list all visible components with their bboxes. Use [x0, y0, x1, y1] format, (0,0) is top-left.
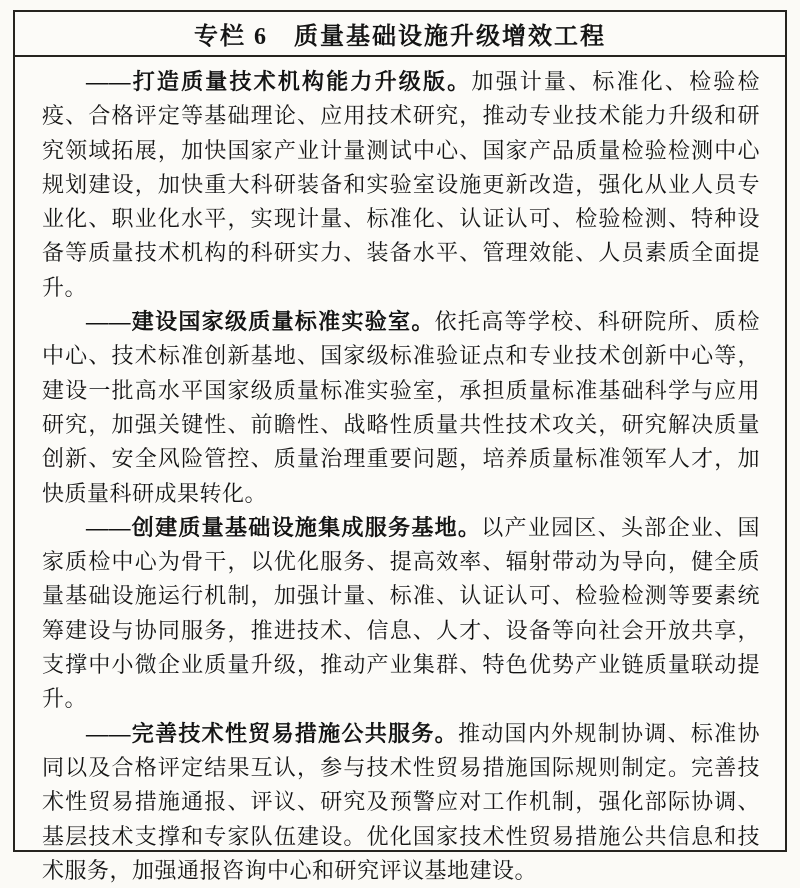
paragraph-2-text: 依托高等学校、科研院所、质检中心、技术标准创新基地、国家级标准验证点和专业技术创新中心等，建设一批高水平国家级质量标准实验室，承担质量标准基础科学与应用研究，加强关键性、前瞻性、战略性质量共性技术攻关，研究解决质量创新、安全风险管控、质量治理重要问题，培养质量标准领军人才，加快质量科研成果转化。: [42, 309, 760, 506]
paragraph-3-lead: ——创建质量基础设施集成服务基地。: [86, 514, 482, 540]
paragraph-1-text: 加强计量、标准化、检验检疫、合格评定等基础理论、应用技术研究，推动专业技术能力升级和研究领域拓展，加快国家产业计量测试中心、国家产品质量检验检测中心规划建设，加快重大科研装备和实验室设施更新改造，强化从业人员专业化、职业化水平，实现计量、标准化、认证认可、检验检测、特种设备等质量技术机构的科研实力、装备水平、管理效能、人员素质全面提升。: [42, 69, 760, 300]
paragraph-4-lead: ——完善技术性贸易措施公共服务。: [86, 720, 458, 746]
panel-title: 专栏 6 质量基础设施升级增效工程: [194, 24, 606, 50]
panel-frame: [13, 10, 787, 883]
paragraph-3-text: 以产业园区、头部企业、国家质检中心为骨干，以优化服务、提高效率、辐射带动为导向，健全质量基础设施运行机制，加强计量、标准、认证认可、检验检测等要素统筹建设与协同服务，推进技术、信息、人才、设备等向社会开放共享，支撑中小微企业质量升级，推动产业集群、特色优势产业链质量联动提升。: [42, 514, 760, 712]
paragraph-4-text: 推动国内外规制协调、标准协同以及合格评定结果互认，参与技术性贸易措施国际规则制定。完善技术性贸易措施通报、评议、研究及预警应对工作机制，强化部际协调、基层技术支撑和专家队伍建设。优化国家技术性贸易措施公共信息和技术服务，加强通报咨询中心和研究评议基地建设。: [42, 720, 760, 883]
paragraph-3: [42, 511, 760, 717]
paragraph-2-lead: ——建设国家级质量标准实验室。: [86, 309, 435, 335]
paragraph-1: [42, 65, 760, 305]
panel-body: [15, 57, 785, 888]
paragraph-1-lead: ——打造质量技术机构能力升级版。: [86, 69, 472, 94]
paragraph-2: [42, 305, 760, 511]
panel-title-bar: [15, 12, 785, 57]
paragraph-4: [42, 717, 760, 888]
